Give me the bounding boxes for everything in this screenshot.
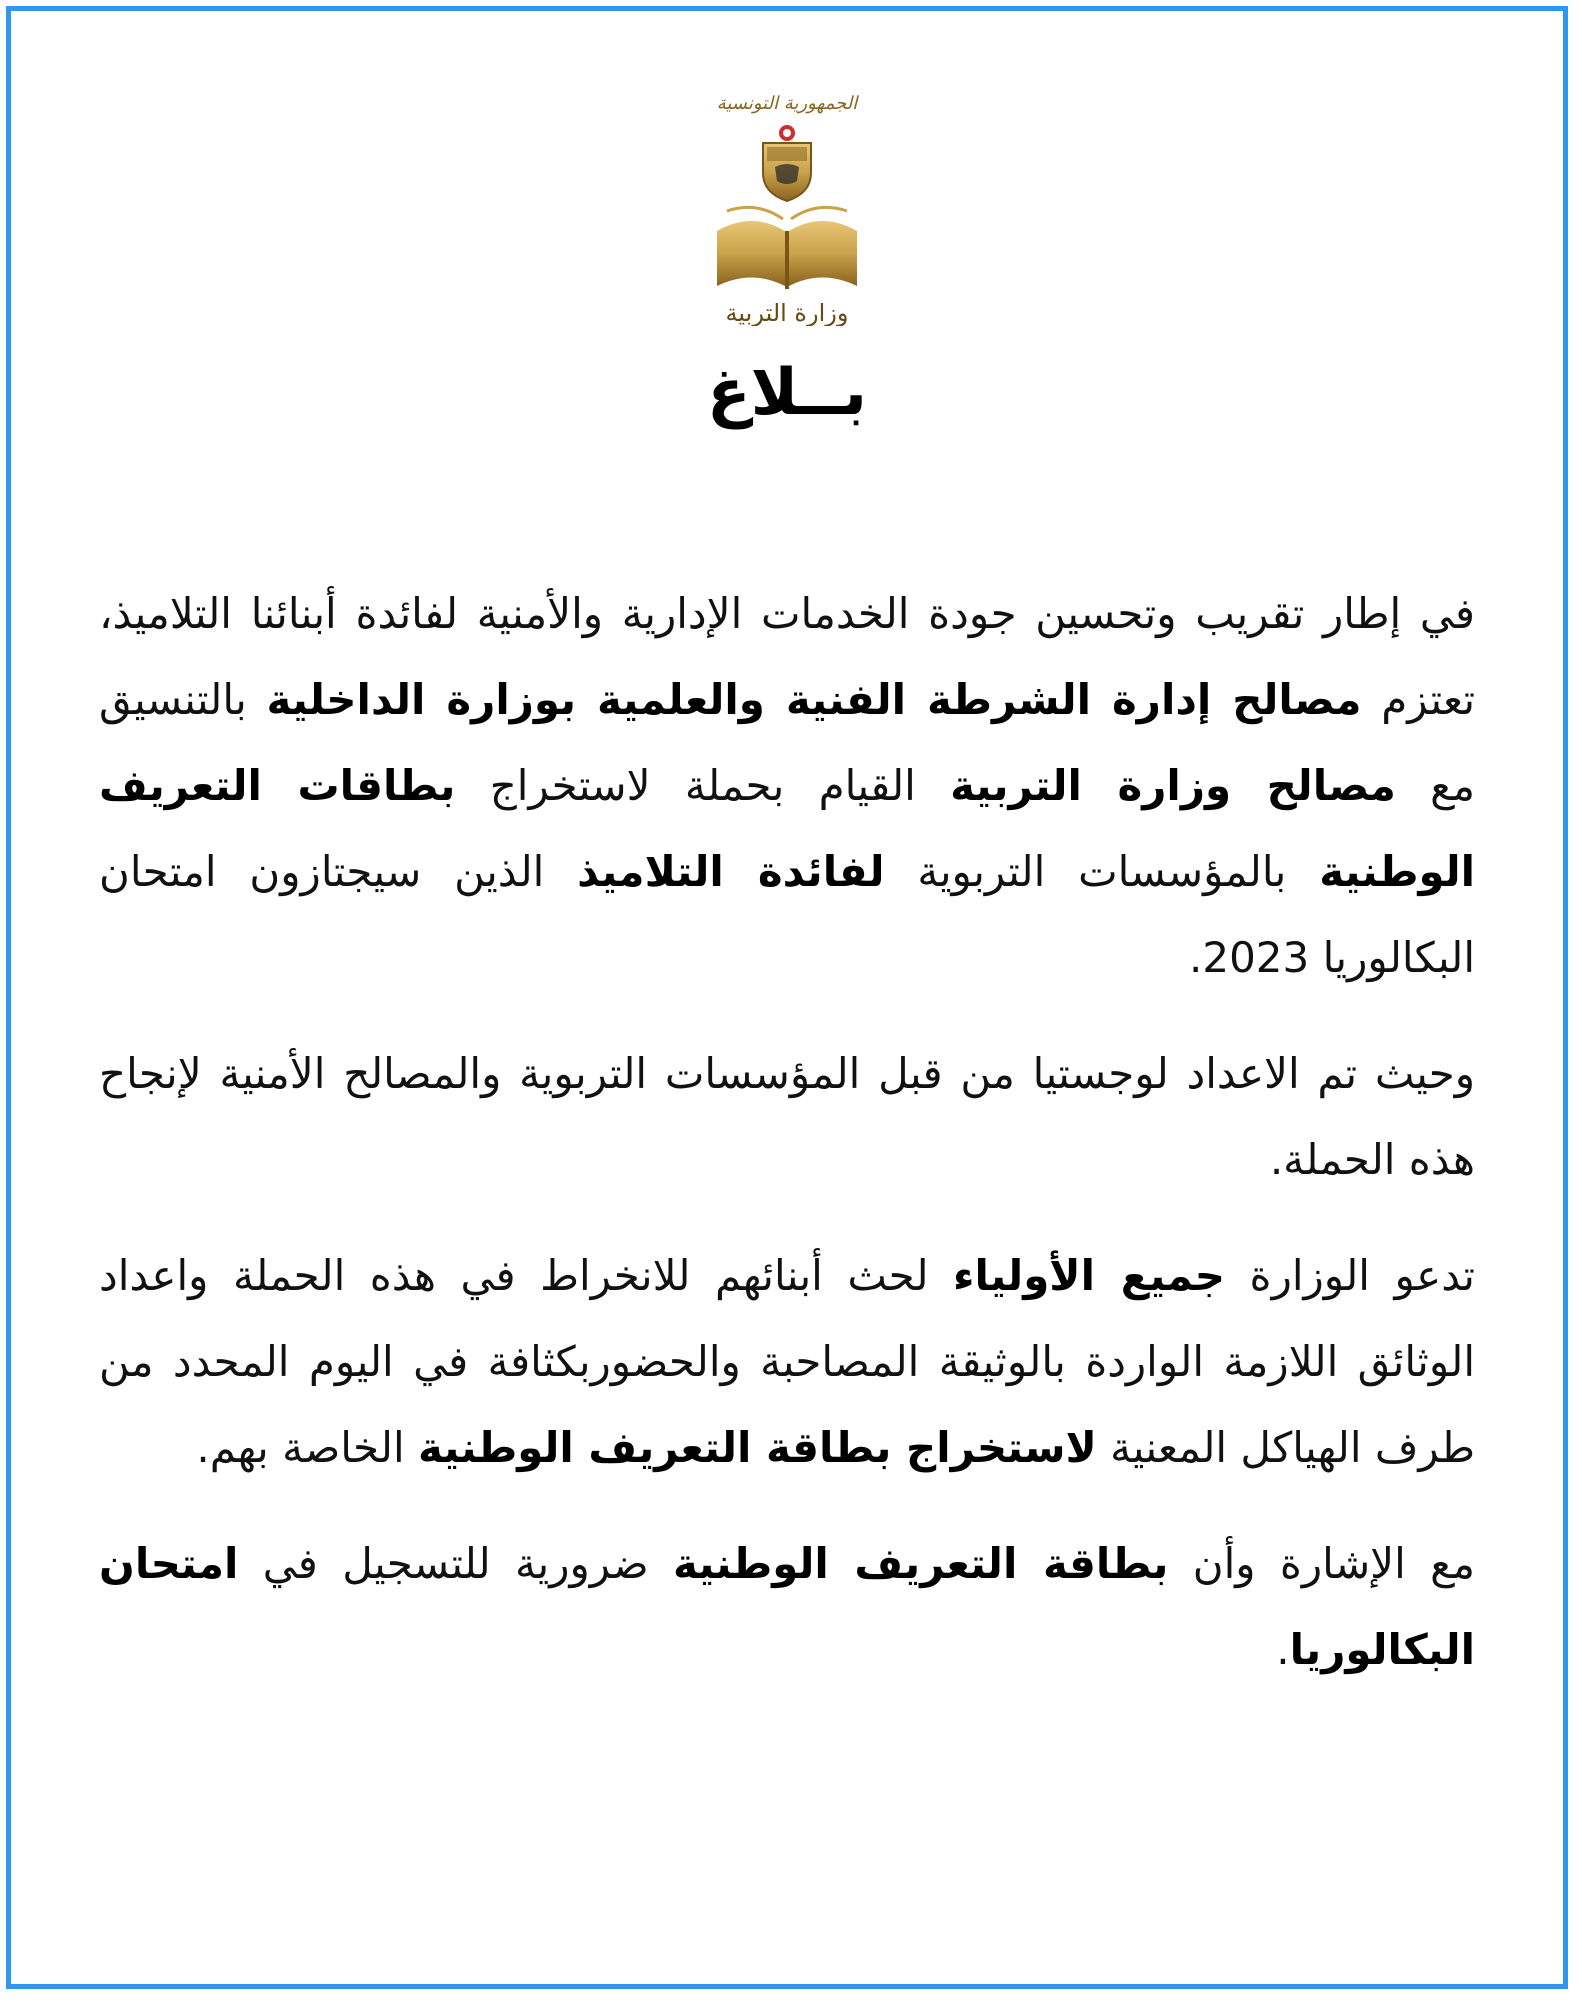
republic-calligraphy: الجمهورية التونسية — [716, 93, 858, 114]
paragraph-2 — [99, 1031, 1475, 1203]
paragraph-3 — [99, 1233, 1475, 1491]
paragraph-text: الخاصة بهم. — [196, 1423, 418, 1472]
paragraph-text: القيام بحملة لاستخراج — [455, 761, 951, 810]
paragraph-text: تدعو الوزارة — [1225, 1251, 1475, 1300]
paragraph-text: الذين سيجتازون امتحان البكالوريا 2023. — [99, 847, 1475, 982]
emphasized-text: لفائدة التلاميذ — [577, 847, 885, 896]
paragraph-1 — [99, 571, 1475, 1001]
announcement-body — [99, 571, 1475, 1723]
paragraph-text: مع الإشارة وأن — [1168, 1539, 1475, 1588]
document-title: بــلاغ — [706, 356, 868, 430]
ministry-name: وزارة التربية — [725, 299, 849, 326]
emphasized-text: بطاقات التعريف الوطنية — [99, 761, 1476, 896]
emphasized-text: مصالح وزارة التربية — [950, 761, 1396, 810]
emphasized-text: امتحان البكالوريا — [99, 1539, 1475, 1674]
paragraph-text: . — [1276, 1625, 1290, 1674]
emphasized-text: مصالح إدارة الشرطة الفنية والعلمية بوزارة الداخلية — [266, 675, 1362, 724]
paragraph-text: وحيث تم الاعداد لوجستيا من قبل المؤسسات التربوية والمصالح الأمنية لإنجاح هذه الحملة. — [99, 1049, 1475, 1184]
paragraph-text: بالمؤسسات التربوية — [884, 847, 1320, 896]
paragraph-text: لحث أبنائهم للانخراط في هذه الحملة واعداد الوثائق اللازمة الواردة بالوثيقة المصاحبة والحضوربكثافة في اليوم المحدد من طرف الهياكل المعنية — [99, 1251, 1475, 1472]
emphasized-text: لاستخراج بطاقة التعريف الوطنية — [417, 1423, 1097, 1472]
page-frame — [6, 6, 1568, 1989]
emphasized-text: جميع الأولياء — [953, 1251, 1226, 1300]
emphasized-text: بطاقة التعريف الوطنية — [672, 1539, 1169, 1588]
paragraph-text: ضرورية للتسجيل في — [238, 1539, 673, 1588]
paragraph-text: في إطار تقريب وتحسين جودة الخدمات الإدارية والأمنية لفائدة أبنائنا التلاميذ، تعتزم — [99, 589, 1476, 724]
letterhead — [11, 81, 1563, 326]
paragraph-text: بالتنسيق مع — [99, 675, 1475, 810]
paragraph-4 — [99, 1521, 1475, 1693]
ministry-emblem-logo — [697, 81, 877, 326]
